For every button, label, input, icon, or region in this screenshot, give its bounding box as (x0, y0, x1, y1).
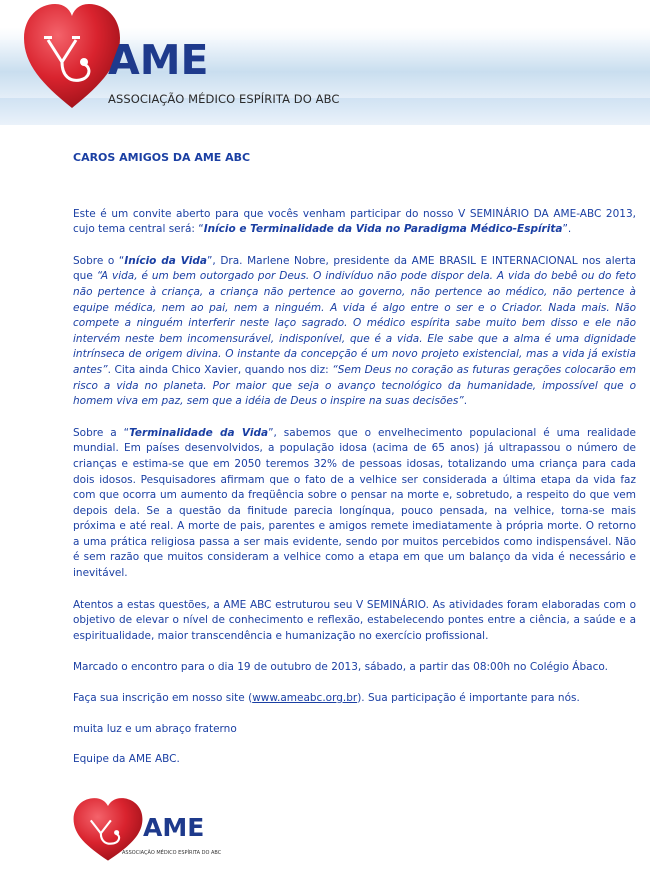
p2-text-c: ”, Dra. Marlene Nobre, presidente da AME BRASIL E INTERNACIONAL nos alerta que (73, 254, 636, 283)
header-banner (0, 0, 650, 125)
paragraph-inicio-da-vida (73, 254, 636, 410)
p2-text-e: . Cita ainda Chico Xavier, quando nos diz: (107, 363, 333, 376)
p3-text-a: Sobre a “ (73, 426, 130, 439)
p2-quote-nobre: “A vida, é um bem outorgado por Deus. O indivíduo não pode dispor dela. A vida do bebê ou do feto não pertence à criança, a criança não pertence ao governo, não pertence ao médico, não pertence à equipe médica, nem ao pai, nem a ninguém. A vida é algo entre o ser e o Criador. Nada mais. Não compete a ninguém interferir neste laço sagrado. O médico espírita sabe muito bem disso e ele não intervém neste bem incomensurável, indisponível, que é a vida. Ele sabe que a alma é uma dignidade intrínseca de origem divina. O instante da concepção é um novo projeto existencial, mas a vida já existia antes” (73, 270, 636, 376)
site-link[interactable]: www.ameabc.org.br (252, 692, 358, 705)
p3-text-c: ”, sabemos que o envelhecimento populacional é uma realidade mundial. Em países desenvolvidos, a população idosa (acima de 65 anos) já ultrapassou o número de crianças e estima-se que em 2050 teremos 32% de pessoas idosas, totalizando uma criança para cada dois idosos. Pesquisadores afirmam que o fato de a velhice ser considerada a última etapa da vida faz com que ocorra um aumento da freqüência sobre o pensar na morte e, sobretudo, a respeito do que vem depois dela. Se a questão da finitude parecia longínqua, pouco pensada, na velhice, torna-se mais próxima e até real. A morte de pais, parentes e amigos remete imediatamente à própria morte. O retorno a uma prática religiosa passa a ser mais evidente, sendo por muitos percebidos como indispensável. Não é sem razão que muitos consideram a velhice como a etapa em que um balanço da vida é necessário e inevitável. (73, 426, 636, 580)
paragraph-date: Marcado o encontro para o dia 19 de outubro de 2013, sábado, a partir das 08:00h no Colégio Ábaco. (73, 661, 608, 674)
paragraph-inscricao (73, 691, 636, 707)
p2-topic: Início da Vida (124, 254, 207, 267)
paragraph-seminario: Atentos a estas questões, a AME ABC estruturou seu V SEMINÁRIO. As atividades foram elaboradas com o objetivo de elevar o nível de conhecimento e reflexão, estabelecendo pontes entre a ciência, a saúde e a espiritualidade, maior transcendência e humanização no exercício profissional. (73, 598, 636, 642)
paragraph-terminalidade (73, 426, 636, 582)
heart-stethoscope-logo-icon (22, 0, 122, 112)
letter-body (73, 150, 636, 784)
p3-topic: Terminalidade da Vida (129, 426, 269, 439)
p1-text-c: ”. (562, 223, 572, 236)
p2-text-g: . (463, 395, 468, 408)
footer-brand-subtitle: ASSOCIAÇÃO MÉDICO ESPÍRITA DO ABC (122, 850, 222, 856)
p6-text-b: ). Sua participação é importante para nós. (357, 692, 580, 705)
greeting-heading: CAROS AMIGOS DA AME ABC (73, 151, 251, 164)
closing-line: muita luz e um abraço fraterno (73, 722, 237, 735)
p2-quote-chico: “Sem Deus no coração as futuras gerações colocarão em risco a vida no planeta. Por maior que seja o avanço tecnológico da humanidade, impossível que o homem viva em paz, sem que a idéia de Deus o inspire na suas decisões” (73, 363, 636, 408)
p1-text-a: Este é um convite aberto para que vocês venham participar do nosso V SEMINÁRIO DA AME-ABC 2013, cujo tema central será: “ (73, 207, 636, 236)
p1-theme: Início e Terminalidade da Vida no Paradigma Médico-Espírita (203, 223, 563, 236)
p2-text-a: Sobre o “ (73, 254, 125, 267)
brand-title: AME (108, 36, 209, 84)
p6-text-a: Faça sua inscrição em nosso site ( (73, 692, 253, 705)
signature-line: Equipe da AME ABC. (73, 753, 180, 766)
brand-subtitle: ASSOCIAÇÃO MÉDICO ESPÍRITA DO ABC (108, 92, 340, 106)
footer-brand-title: AME (143, 813, 205, 842)
paragraph-invitation (73, 207, 636, 238)
